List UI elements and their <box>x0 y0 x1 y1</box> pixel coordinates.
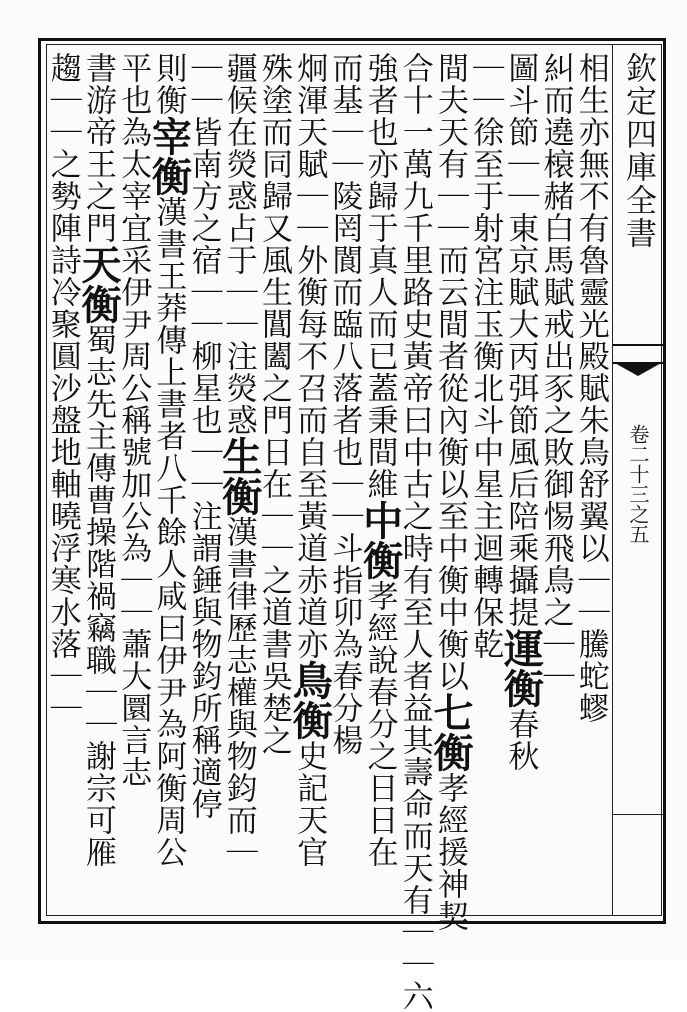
text-segment: 疆候在熒惑占于｜｜注熒惑 <box>220 52 257 436</box>
text-segment: 趨｜｜之勢 <box>44 52 81 212</box>
text-segment: 合十一萬九千里路史黃帝曰中古之時有至人者益其壽命而 <box>396 52 433 852</box>
text-segment: 孝經援神契 <box>432 772 468 932</box>
book-title: 欽定四庫全書 <box>620 52 656 250</box>
entry-heading: 中衡 <box>356 500 404 580</box>
text-segment: ｜｜注謂錘與物鈞所稱適停 <box>185 436 222 820</box>
text-segment: 孝經說春分之日日在 <box>361 580 398 868</box>
fishtail-mark <box>613 344 663 364</box>
text-segment: 春秋 <box>502 708 539 772</box>
margin-rule <box>613 814 663 815</box>
entry-heading: 運衡 <box>497 628 545 708</box>
text-segment: 保乾 <box>467 596 504 660</box>
text-segment: 炯渾天賦｜｜外衡每不召而自至黃道赤道亦 <box>291 52 328 660</box>
text-segment: 書吳楚之 <box>256 628 292 756</box>
text-segment: 漢書律歷志權與物鈞而｜ <box>220 516 257 868</box>
text-segment: 陣詩冷聚圓沙盤地軸曉浮寒水落｜｜ <box>44 212 81 724</box>
text-segment: 天有｜｜六 <box>396 852 433 1012</box>
text-segment: 則衡 <box>150 52 187 116</box>
text-segment: 間夫天有｜｜而云間者從內衡以至中衡中衡以 <box>432 52 468 692</box>
text-segment: 圖斗節｜｜東京賦大丙弭節風后陪乘攝提 <box>502 52 539 628</box>
entry-heading: 七衡 <box>427 692 474 772</box>
text-segment: 漢書王莽傳上書者八千餘人咸曰伊尹為阿衡周公 <box>150 196 187 868</box>
text-segment: 殊塗而同歸又風生閶闔之門日在｜｜之道 <box>256 52 292 628</box>
text-segment: 蜀志先主傳曹操階禍竊職｜｜謝宗可雁 <box>80 324 116 868</box>
text-segment: 相生亦無不有魯靈光殿賦朱鳥舒翼以｜｜騰蛇蟉 <box>572 52 609 724</box>
text-segment: ｜｜斗指卯為春分楊 <box>326 468 363 756</box>
text-segment: ｜｜徐至于射宮注玉衡北斗中星主迴轉 <box>467 52 504 596</box>
text-segment: 強者也亦歸于真人而已蓋秉間維 <box>361 52 398 500</box>
text-column <box>37 52 89 908</box>
text-segment: 平也 <box>115 52 152 116</box>
fishtail-triangle <box>613 362 663 376</box>
volume-label: 卷二十三之五 <box>626 424 650 544</box>
text-segment: ｜｜皆南方之宿｜｜柳星也 <box>185 52 222 436</box>
entry-heading: 生衡 <box>215 436 263 516</box>
page-margin-column <box>612 44 662 916</box>
text-segment: 為太宰宜采伊尹周公稱號加公為｜｜蕭大圜言志 <box>115 116 152 788</box>
text-segment: 書游帝王之門 <box>80 52 116 244</box>
text-segment: 糾而遶榱赭白馬賦戒出豕之敗御惕飛鳥之｜｜ <box>537 52 574 692</box>
entry-heading: 天衡 <box>75 244 122 324</box>
entry-heading: 鳥衡 <box>286 660 334 740</box>
entry-heading: 宰衡 <box>145 116 193 196</box>
text-segment: 而基｜｜陵罔閬而臨八落者也 <box>326 52 363 468</box>
text-segment: 史記天官 <box>291 740 328 868</box>
